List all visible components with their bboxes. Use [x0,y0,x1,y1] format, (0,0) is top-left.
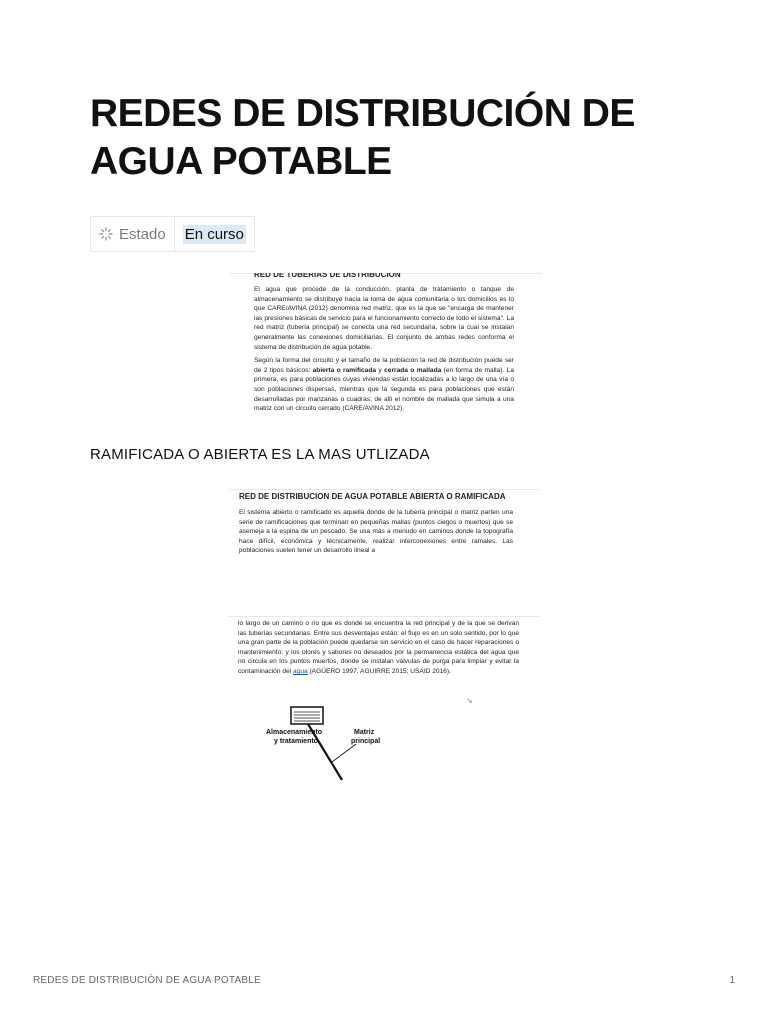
diagram-label: principal [351,738,381,745]
diagram-label: Matriz [354,729,375,736]
scan-paragraph: El agua que procede de la conducción, planta de tratamiento o tanque de almacenamiento se distribuye hacia la toma de agua comunitaria o los domicilios es lo que CARE/AVINA (2012) denomina red matriz, que es la que se "encarga de mantener las presiones básicas de servicio para el funcionamiento correcto de todo el sistema". La red matriz (tubería principal) se conecta una red secundaria, sobre la cual se instalan generalmente las conexiones domiciliarias. El conjunto de ambas redes conforma el sistema de distribución de agua potable. [254,286,514,351]
page-number: 1 [729,975,735,986]
diagram-label: Almacenamiento [266,729,323,736]
scanned-image-open-network [229,489,541,595]
loading-spinner-icon [99,227,113,241]
network-diagram [228,702,540,781]
mouse-cursor-icon: ↘ [466,696,473,705]
diagram-label: y tratamiento [274,738,318,745]
pointer-line [332,744,356,762]
scanned-image-distribution-network [230,273,542,419]
agua-link[interactable]: agua [292,667,308,675]
scan-heading: RED DE DISTRIBUCION DE AGUA POTABLE ABIERTA O RAMIFICADA [239,492,506,501]
footer-title: REDES DE DISTRIBUCIÓN DE AGUA POTABLE [33,975,261,986]
property-label-text: Estado [119,225,166,243]
page-title: REDES DE DISTRIBUCIÓN DE AGUA POTABLE [90,92,635,183]
status-value[interactable] [175,217,254,251]
section-text: RAMIFICADA O ABIERTA ES LA MAS UTLIZADA [90,446,430,463]
scan-paragraph: El sistema abierto o ramificado es aquella donde de la tubería principal o matriz parten una serie de ramificaciones que terminan en pequeñas mallas (puntos ciegos o muertos) que se asemeja a la espina de un pescado. Se usa más a menudo en caminos donde la topografía hace difícil, económica y técnicamente, realizar interconexiones entre ramales. Las poblaciones suelen tener un desarrollo lineal a [239,509,513,555]
scan-heading: RED DE TUBERIAS DE DISTRIBUCION [254,273,401,279]
property-label[interactable] [91,217,175,251]
scanned-image-open-network-continued [228,616,540,781]
scan-paragraph: lo largo de un camino o río que es donde se encuentra la red principal y de la que se derivan las tuberías secundarias. Entre sus desventajas están: el flujo es en un solo sentido, por lo que una gran parte de la población puede quedarse sin servicio en el caso de hacer reparaciones o mantenimiento; y los olores y sabores no deseados por la permanencia estática del agua que no circula en los puntos muertos, donde se instalan válvulas de purga para limpiar y evitar la contaminación del agua (AGÜERO 1997, AGUIRRE 2015; USAID 2016). [238,620,519,675]
scan-paragraph: Según la forma del circuito y el tamaño de la población la red de distribución puede ser de 2 tipos básicos: abierta o ramificada y cerrada o mallada (en forma de malla). La primera, es para poblaciones cuyas viviendas están localizadas a lo largo de una vía o son poblaciones dispersas, mientras que la segunda es para poblaciones que están desarrolladas por manzanas o cuadras; de allí el nombre de mallada que simula a una matriz con un circuito cerrado (CARE/AVINA 2012). [254,357,515,413]
status-badge: En curso [184,225,244,243]
property-row [90,216,255,252]
